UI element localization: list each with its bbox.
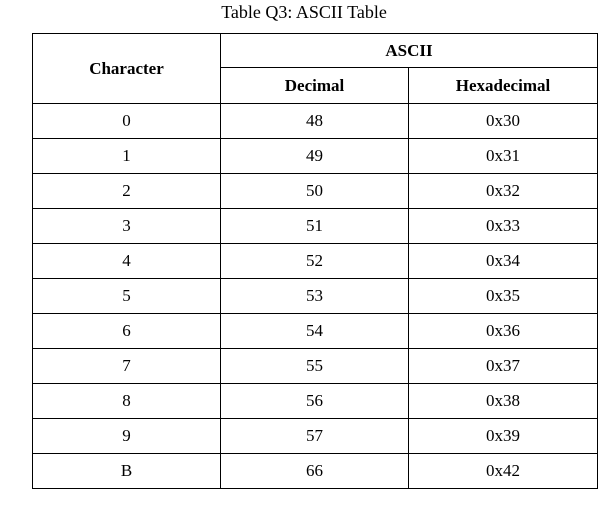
cell-decimal: 51 [221,209,409,244]
cell-character: 1 [33,139,221,174]
header-decimal: Decimal [221,68,409,104]
table-row [33,104,598,139]
table-row [33,244,598,279]
cell-character: 7 [33,349,221,384]
cell-hex: 0x38 [409,384,598,419]
header-hexadecimal: Hexadecimal [409,68,598,104]
cell-decimal: 48 [221,104,409,139]
table-row [33,174,598,209]
cell-hex: 0x37 [409,349,598,384]
cell-decimal: 56 [221,384,409,419]
cell-decimal: 49 [221,139,409,174]
cell-character: 8 [33,384,221,419]
cell-hex: 0x30 [409,104,598,139]
table-row [33,209,598,244]
cell-hex: 0x32 [409,174,598,209]
cell-character: 4 [33,244,221,279]
table-row [33,349,598,384]
header-ascii: ASCII [221,34,598,68]
cell-character: 9 [33,419,221,454]
table-row [33,314,598,349]
cell-character: B [33,454,221,489]
table-body [33,104,598,489]
table-row [33,279,598,314]
ascii-table [32,33,598,489]
cell-character: 2 [33,174,221,209]
table-header [33,34,598,104]
cell-decimal: 57 [221,419,409,454]
cell-decimal: 52 [221,244,409,279]
cell-character: 0 [33,104,221,139]
cell-character: 6 [33,314,221,349]
cell-decimal: 53 [221,279,409,314]
cell-hex: 0x31 [409,139,598,174]
cell-character: 3 [33,209,221,244]
cell-decimal: 54 [221,314,409,349]
header-row-top [33,34,598,68]
cell-hex: 0x39 [409,419,598,454]
table-row [33,419,598,454]
table-caption: Table Q3: ASCII Table [221,2,387,22]
cell-hex: 0x42 [409,454,598,489]
cell-decimal: 50 [221,174,409,209]
table-row [33,384,598,419]
header-character: Character [33,34,221,104]
cell-hex: 0x36 [409,314,598,349]
cell-decimal: 66 [221,454,409,489]
cell-character: 5 [33,279,221,314]
cell-hex: 0x35 [409,279,598,314]
table-row [33,454,598,489]
cell-hex: 0x33 [409,209,598,244]
cell-decimal: 55 [221,349,409,384]
table-row [33,139,598,174]
cell-hex: 0x34 [409,244,598,279]
